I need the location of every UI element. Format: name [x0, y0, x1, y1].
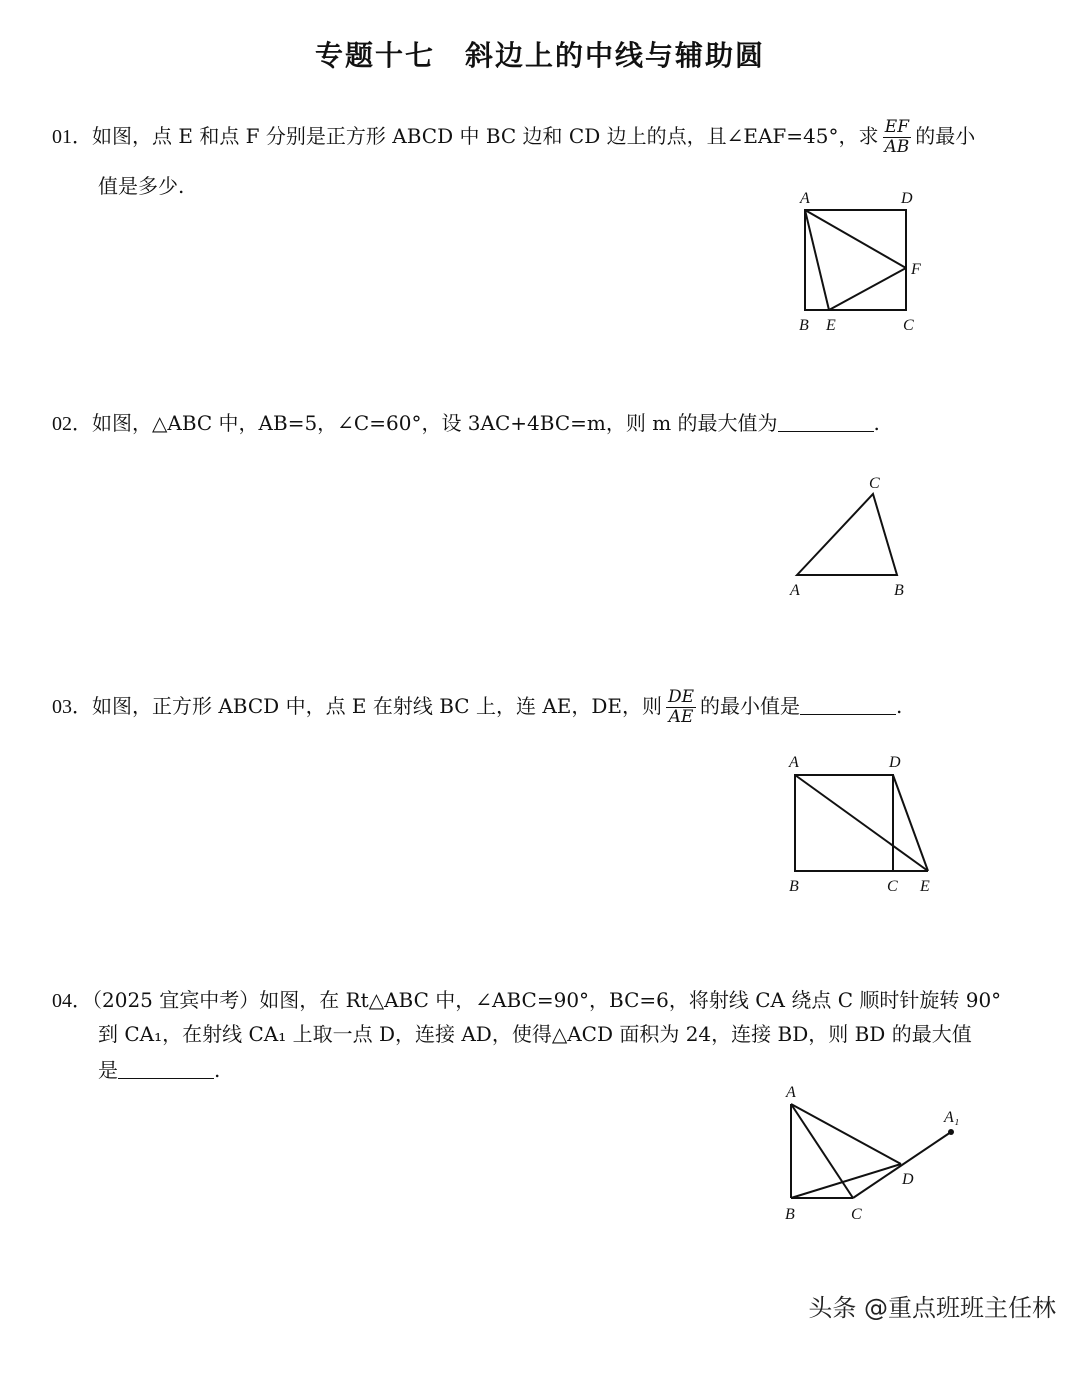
segment-ac [791, 1104, 853, 1198]
question-1-text: 如图，点 E 和点 F 分别是正方形 ABCD 中 BC 边和 CD 边上的点，且∠EAF=45°，求 [92, 124, 879, 148]
question-2-end: . [873, 411, 880, 435]
fig3-label-a: A [789, 754, 799, 771]
question-3-text-end: 的最小值是 [700, 694, 801, 718]
figure-3 [795, 775, 928, 871]
question-3 [52, 688, 902, 727]
point-a1 [948, 1129, 954, 1135]
segment-ae [805, 210, 829, 310]
question-4-end: . [214, 1058, 221, 1082]
question-4-number: 04． [52, 990, 92, 1012]
fig1-label-b: B [799, 317, 809, 334]
fraction-de-ae: $\frac{DE}{AE}$ [668, 687, 695, 727]
figure-2 [797, 494, 897, 575]
fig1-label-a: A [800, 190, 810, 207]
fig2-label-c: C [869, 475, 880, 492]
segment-bd [791, 1164, 901, 1198]
question-4 [52, 986, 1001, 1015]
fraction-ef-ab: $\frac{EF}{AB}$ [884, 117, 910, 157]
fig4-label-c: C [851, 1206, 862, 1223]
fig1-label-e: E [826, 317, 836, 334]
question-2-number: 02． [52, 413, 92, 435]
question-4-line1: （2025 宜宾中考）如图，在 Rt△ABC 中，∠ABC=90°，BC=6，将射线 CA 绕点 C 顺时针旋转 90° [92, 988, 1002, 1012]
fig3-label-e: E [920, 878, 930, 895]
question-4-line2: 到 CA₁，在射线 CA₁ 上取一点 D，连接 AD，使得△ACD 面积为 24，连接 BD，则 BD 的最大值 [98, 1022, 972, 1046]
segment-ad [791, 1104, 901, 1164]
square-abcd-3 [795, 775, 893, 871]
triangle-abc [797, 494, 897, 575]
fig3-label-b: B [789, 878, 799, 895]
question-1-text-end: 的最小 [915, 124, 976, 148]
figure-1 [805, 210, 906, 310]
segment-af [805, 210, 906, 268]
fig4-label-a1: A₁ [944, 1109, 960, 1126]
question-4-line3: 是 . [98, 1058, 221, 1082]
fig1-label-d: D [901, 190, 913, 207]
fig4-label-b: B [785, 1206, 795, 1223]
ray-ca1 [853, 1132, 951, 1198]
question-2-text: 如图，△ABC 中，AB=5，∠C=60°，设 3AC+4BC=m，则 m 的最大值为 [92, 411, 778, 435]
answer-blank-2[interactable] [778, 411, 874, 432]
fig2-label-a: A [790, 582, 800, 599]
fig4-label-d: D [902, 1171, 914, 1188]
fig4-label-a: A [786, 1084, 796, 1101]
fig3-label-d: D [889, 754, 901, 771]
answer-blank-3[interactable] [800, 694, 896, 715]
question-3-end: . [896, 694, 903, 718]
question-1-line2: 值是多少. [98, 174, 185, 198]
segment-de [893, 775, 928, 871]
question-1-number: 01． [52, 126, 92, 148]
watermark: 头条 @重点班班主任林 [808, 1294, 1056, 1322]
fig3-label-c: C [887, 878, 898, 895]
page-title: 专题十七 斜边上的中线与辅助圆 [314, 39, 765, 72]
fig2-label-b: B [894, 582, 904, 599]
fig1-label-c: C [903, 317, 914, 334]
fig1-label-f: F [911, 261, 921, 278]
question-3-text: 如图，正方形 ABCD 中，点 E 在射线 BC 上，连 AE，DE，则 [92, 694, 662, 718]
answer-blank-4[interactable] [118, 1058, 214, 1079]
figure-4 [791, 1104, 951, 1198]
question-2 [52, 409, 880, 438]
segment-ae-3 [795, 775, 928, 871]
segment-ef [829, 268, 906, 310]
question-3-number: 03． [52, 696, 92, 718]
